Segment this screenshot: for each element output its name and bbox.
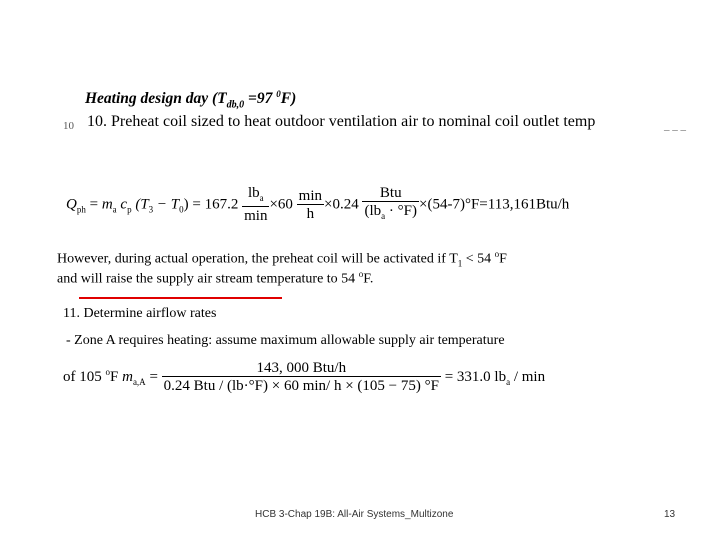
footer-title: HCB 3-Chap 19B: All-Air Systems_Multizone bbox=[255, 509, 454, 520]
airflow-rate-equation: of 105 $^o$F $m_{a,A}$ = $\frac{\text{143, 000 Btu/h}}{\text{0.24 Btu / (lb·°F) × 60 min/ h × (105 − 75) °F}}$ = 331.0 $lb_a$ / min bbox=[63, 360, 546, 394]
red-divider-line bbox=[79, 297, 282, 299]
airflow-fraction: $\frac{\text{143, 000 Btu/h}}{\text{0.24 Btu / (lb·°F) × 60 min/ h × (105 − 75) °F}}$ bbox=[163, 360, 439, 394]
step-10-preheat-coil: 10. Preheat coil sized to heat outdoor ventilation air to nominal coil outlet temp bbox=[87, 113, 596, 130]
step-10-trailing-fragment: _ _ _ bbox=[664, 120, 686, 132]
page-number: 13 bbox=[664, 509, 676, 520]
heating-design-day-heading: Heating design day ($T_{db,0} =97$ $^0$F) bbox=[85, 89, 297, 111]
actual-operation-line-1: However, during actual operation, the preheat coil will be activated if $T_1 < 54$ $^o$F bbox=[57, 249, 507, 269]
fraction-lb-per-min: $\frac{lb_a}{\min}$ bbox=[244, 185, 268, 224]
fraction-min-per-hour: $\frac{\min}{h}$ bbox=[298, 187, 323, 222]
actual-operation-line-2: and will raise the supply air stream temperature to 54 $^o$F. bbox=[57, 269, 374, 287]
fraction-btu-per-lb-f: $\frac{\text{Btu}}{(lb_a \cdot ^\circ F)}$ bbox=[364, 185, 417, 221]
step-11-title: 11. Determine airflow rates bbox=[63, 306, 217, 321]
preheat-coil-equation: $Q_{ph} = m_a$ $c_p$ $(T_3 - T_0) = 167.2$ $\frac{lb_a}{\min}$ ×60 $\frac{\min}{h}$ ×0.24 $\frac{\text{Btu}}{(lb_a \cdot ^\circ F)}$ ×(54-7)°F=113,161Btu/h bbox=[66, 185, 570, 224]
zone-a-heating-note: - Zone A requires heating: assume maximum allowable supply air temperature bbox=[66, 333, 505, 348]
step-number-fragment: 10 bbox=[63, 120, 74, 132]
